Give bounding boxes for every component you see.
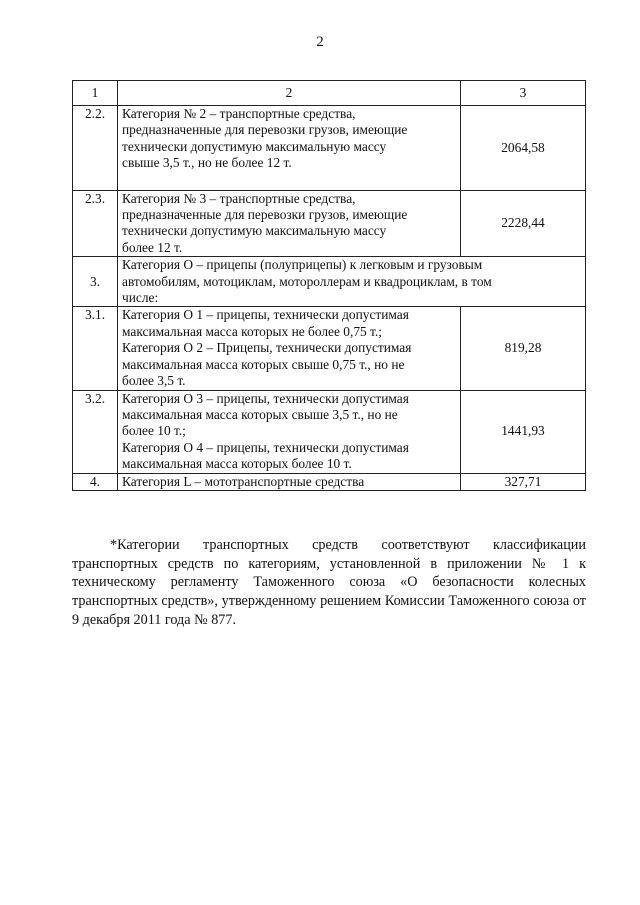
description-line: Категория О – прицепы (полуприцепы) к легковым и грузовым [122, 257, 483, 273]
description-line: максимальная масса которых свыше 0,75 т., но не [122, 356, 405, 372]
table-row [73, 106, 586, 191]
description-line: Категория № 2 – транспортные средства, [122, 106, 356, 121]
table-row [73, 307, 586, 390]
row-number: 3. [73, 257, 118, 307]
row-description [118, 390, 461, 473]
description-line: предназначенные для перевозки грузов, имеющие [122, 122, 408, 138]
row-number: 2.2. [73, 106, 118, 191]
description-line: более 12 т. [122, 239, 183, 255]
row-number: 3.2. [73, 390, 118, 473]
description-line: числе: [122, 290, 159, 306]
row-number: 3.1. [73, 307, 118, 390]
description-line: технически допустимую максимальную массу [122, 138, 387, 154]
row-number: 4. [73, 473, 118, 490]
table-row [73, 190, 586, 257]
table-row [73, 257, 586, 307]
description-line: Категория О 1 – прицепы, технически допустимая [122, 307, 409, 323]
description-line: Категория № 3 – транспортные средства, [122, 190, 356, 206]
row-description [118, 190, 461, 257]
row-number: 2.3. [73, 190, 118, 257]
description-line: Категория О 4 – прицепы, технически допустимая [122, 439, 409, 455]
footnote: *Категории транспортных средств соответствуют классификации транспортных средств по категориям, установленной в приложении № 1 к техническому регламенту Таможенного союза «О безопасности колесных транспортных средств», утвержденному решением Комиссии Таможенного союза от 9 декабря 2011 года № 877. [72, 537, 586, 628]
description-line: технически допустимую максимальную массу [122, 223, 387, 239]
row-value: 1441,93 [461, 390, 586, 473]
description-line: свыше 3,5 т., но не более 12 т. [122, 155, 292, 171]
description-line: максимальная масса которых более 10 т. [122, 456, 352, 472]
row-value: 327,71 [461, 473, 586, 490]
description-line: максимальная масса которых не более 0,75 т.; [122, 323, 382, 339]
header-cell-1: 1 [73, 81, 118, 106]
row-value: 2228,44 [461, 190, 586, 257]
row-description [118, 307, 461, 390]
tariff-table [72, 80, 586, 491]
description-line: более 10 т.; [122, 423, 186, 439]
description-line: более 3,5 т. [122, 373, 186, 389]
row-description [118, 257, 586, 307]
table-header-row [73, 81, 586, 106]
row-description [118, 473, 461, 490]
table-row [73, 390, 586, 473]
description-line: Категория L – мототранспортные средства [122, 473, 365, 489]
description-line: Категория О 3 – прицепы, технически допустимая [122, 390, 409, 406]
row-value: 2064,58 [461, 106, 586, 191]
header-cell-2: 2 [118, 81, 461, 106]
description-line: Категория О 2 – Прицепы, технически допустимая [122, 340, 412, 356]
description-line: предназначенные для перевозки грузов, имеющие [122, 207, 408, 223]
description-line: максимальная масса которых свыше 3,5 т., но не [122, 406, 398, 422]
description-line: автомобилям, мотоциклам, мотороллерам и квадроциклам, в том [122, 273, 492, 289]
row-value: 819,28 [461, 307, 586, 390]
page-number: 2 [316, 34, 324, 50]
header-cell-3: 3 [461, 81, 586, 106]
row-description [118, 106, 461, 191]
table-row [73, 473, 586, 490]
